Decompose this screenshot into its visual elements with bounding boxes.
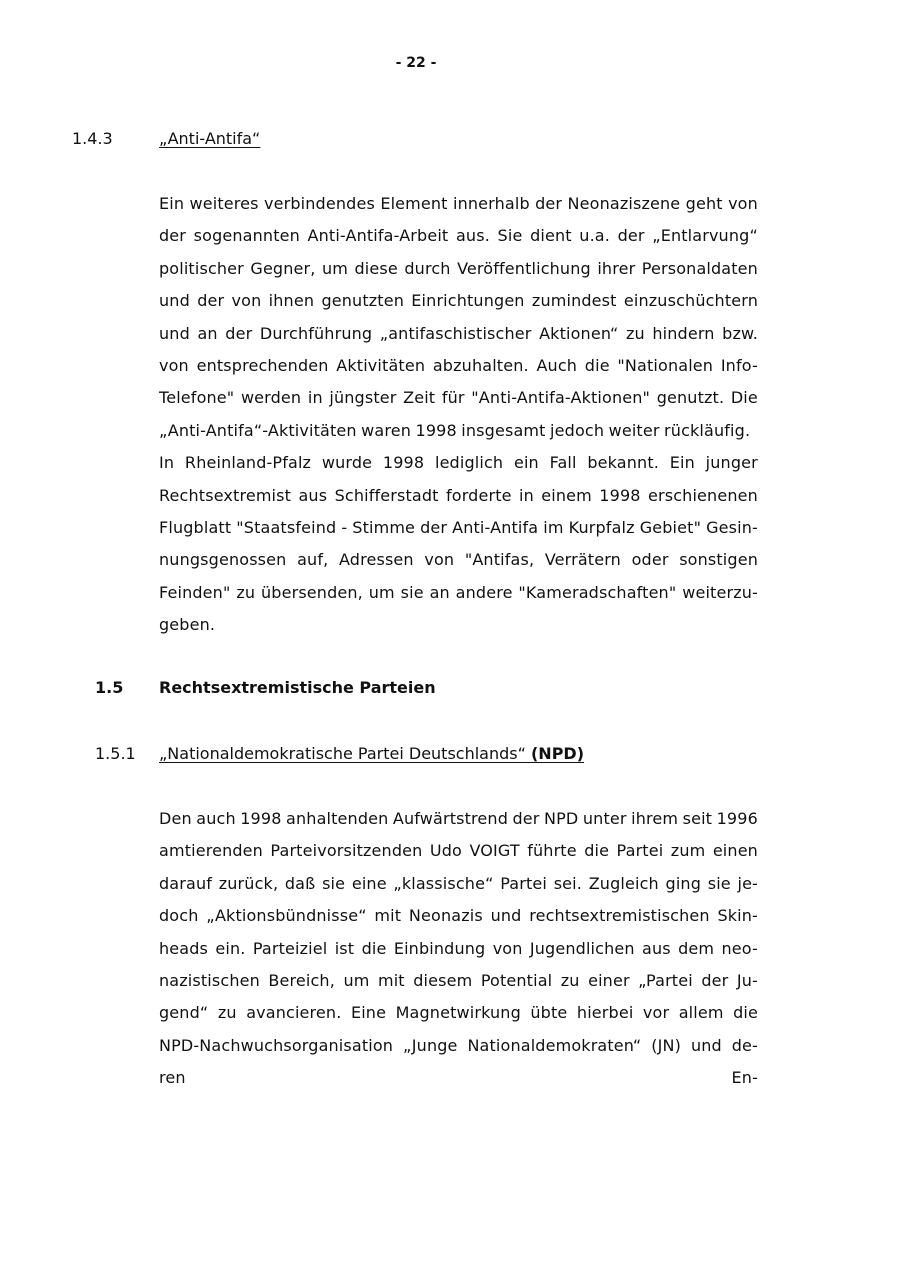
word: die bbox=[584, 841, 610, 861]
page-number: - 22 - bbox=[395, 55, 437, 71]
word: - bbox=[341, 517, 348, 537]
word: durch bbox=[404, 258, 451, 278]
word: forderte bbox=[446, 485, 512, 505]
word: erschienenen bbox=[648, 485, 758, 505]
section-title-abbreviation: (NPD) bbox=[530, 744, 585, 763]
word: zurück, bbox=[218, 873, 279, 893]
word: in bbox=[307, 388, 323, 408]
word: Auch bbox=[536, 355, 578, 375]
paragraph-line bbox=[159, 318, 758, 350]
section-title-text: „Nationaldemokratische Partei Deutschlands“ bbox=[159, 744, 531, 763]
word: auch bbox=[196, 809, 236, 828]
paragraph-line bbox=[159, 544, 758, 576]
word: dem bbox=[678, 938, 715, 958]
word: der bbox=[159, 226, 187, 246]
section-heading-1-5-1 bbox=[0, 744, 900, 764]
paragraph-line bbox=[159, 1030, 758, 1062]
word: „Junge bbox=[402, 1035, 458, 1055]
word: "Kameradschaften" bbox=[518, 582, 677, 602]
paragraph-line bbox=[159, 188, 758, 220]
word: abzuhalten. bbox=[432, 355, 529, 375]
word: verbindendes bbox=[264, 194, 375, 213]
word: jedoch bbox=[550, 420, 605, 440]
word: von bbox=[231, 291, 262, 311]
word: aus. bbox=[455, 226, 490, 246]
word: Einbindung bbox=[393, 938, 486, 958]
word: Nationaldemokraten“ bbox=[467, 1035, 642, 1055]
word: Anti-Antifa bbox=[452, 517, 539, 537]
word: zum bbox=[670, 841, 706, 861]
word: um bbox=[368, 582, 395, 602]
word: sonstigen bbox=[679, 550, 758, 570]
word: u.a. bbox=[579, 226, 610, 246]
word: 1996 bbox=[716, 809, 758, 828]
word: Rechtsextremist bbox=[159, 485, 292, 505]
word: auf, bbox=[297, 550, 329, 570]
section-heading-1-5 bbox=[0, 678, 900, 698]
word: 1998 bbox=[382, 453, 425, 473]
word: Telefone" bbox=[159, 388, 235, 408]
word: Die bbox=[730, 388, 758, 408]
word: neo- bbox=[721, 938, 758, 958]
word: nungsgenossen bbox=[159, 550, 287, 570]
word: Aktionen“ bbox=[539, 323, 619, 343]
word: der bbox=[225, 323, 253, 343]
word: ein bbox=[513, 453, 539, 473]
word: Bereich, bbox=[268, 970, 335, 990]
word: "Nationalen bbox=[617, 355, 714, 375]
word: einer bbox=[588, 970, 630, 990]
word: In bbox=[159, 453, 175, 473]
word: um bbox=[321, 258, 349, 278]
paragraph-line bbox=[159, 350, 758, 382]
word: die bbox=[584, 355, 610, 375]
word: Kurpfalz bbox=[568, 517, 635, 537]
word: unter bbox=[582, 809, 627, 828]
word: nazistischen bbox=[159, 970, 260, 990]
word: Gebiet" bbox=[639, 517, 702, 537]
word: VOIGT bbox=[469, 841, 520, 861]
word: Skin- bbox=[717, 906, 758, 926]
word: Adressen bbox=[338, 550, 414, 570]
word: Zugleich bbox=[588, 873, 659, 893]
word: „Entlarvung“ bbox=[652, 226, 758, 246]
section-title bbox=[159, 744, 584, 764]
word: Stimme bbox=[352, 517, 416, 537]
word: Parteivorsitzenden bbox=[270, 841, 423, 861]
paragraph-npd bbox=[159, 803, 758, 1095]
word: von bbox=[492, 938, 523, 958]
word: lediglich bbox=[434, 453, 504, 473]
word: von bbox=[424, 550, 455, 570]
word: NPD-Nachwuchsorganisation bbox=[159, 1035, 394, 1055]
paragraph-line bbox=[159, 803, 758, 835]
word: anhaltenden bbox=[286, 809, 389, 828]
word: der bbox=[512, 809, 540, 828]
word: von bbox=[159, 355, 189, 375]
paragraph-line bbox=[159, 997, 758, 1029]
word: 1998 bbox=[599, 485, 641, 505]
word: werden bbox=[240, 388, 302, 408]
word: 1998 bbox=[415, 420, 457, 440]
word: innerhalb bbox=[452, 194, 530, 213]
word: Aufwärtstrend bbox=[392, 809, 509, 828]
paragraph-line bbox=[159, 512, 758, 544]
word: wurde bbox=[321, 453, 373, 473]
word: die bbox=[361, 938, 387, 958]
word: ihrem bbox=[631, 809, 679, 828]
word: Personaldaten bbox=[641, 258, 758, 278]
word: Jugendlichen bbox=[529, 938, 635, 958]
word: Flugblatt bbox=[159, 517, 232, 537]
word: sogenannten bbox=[193, 226, 300, 246]
word: mit bbox=[374, 906, 402, 926]
word: der bbox=[617, 226, 645, 246]
word: Ju- bbox=[736, 970, 758, 990]
word: an bbox=[197, 323, 218, 343]
paragraph-line bbox=[159, 447, 758, 479]
word: sie bbox=[400, 582, 424, 602]
word: (JN) bbox=[651, 1035, 682, 1055]
word: ist bbox=[334, 938, 355, 958]
paragraph-line bbox=[159, 965, 758, 997]
word: Aktivitäten bbox=[336, 355, 426, 375]
word: zu bbox=[236, 582, 256, 602]
word: zu bbox=[625, 323, 645, 343]
word: Neonaziszene bbox=[567, 194, 681, 213]
paragraph-line bbox=[159, 933, 758, 965]
word: Gegner, bbox=[250, 258, 316, 278]
word: Einrichtungen bbox=[411, 291, 525, 311]
word: amtierenden bbox=[159, 841, 263, 861]
word: Verrätern bbox=[544, 550, 621, 570]
word: diese bbox=[354, 258, 398, 278]
word: aus bbox=[642, 938, 671, 958]
word: Durchführung bbox=[259, 323, 373, 343]
word: die bbox=[733, 1003, 758, 1023]
word: einem bbox=[541, 485, 592, 505]
word: "Staatsfeind bbox=[236, 517, 337, 537]
word: im bbox=[543, 517, 564, 537]
word: Rheinland-Pfalz bbox=[184, 453, 312, 473]
word: darauf bbox=[159, 873, 213, 893]
word: daß bbox=[284, 873, 316, 893]
word: avancieren. bbox=[246, 1003, 342, 1023]
word: Partei bbox=[500, 873, 547, 893]
word: der bbox=[420, 517, 448, 537]
word: der bbox=[535, 194, 563, 213]
word: „Partei bbox=[638, 970, 693, 990]
word: übte bbox=[530, 1003, 568, 1023]
word: für bbox=[441, 388, 465, 408]
word: Element bbox=[380, 194, 448, 213]
word: „Anti-Antifa“-Aktivitäten bbox=[159, 420, 357, 440]
word: Parteiziel bbox=[252, 938, 328, 958]
paragraph-line bbox=[159, 220, 758, 252]
word: doch bbox=[159, 906, 199, 926]
word: genutzten bbox=[321, 291, 404, 311]
word: andere bbox=[455, 582, 513, 602]
word: waren bbox=[361, 420, 412, 440]
paragraph-line bbox=[159, 900, 758, 932]
word: insgesamt bbox=[461, 420, 546, 440]
word: Magnetwirkung bbox=[395, 1003, 521, 1023]
word: vor bbox=[642, 1003, 670, 1023]
word: Info- bbox=[720, 355, 758, 375]
word: Fall bbox=[549, 453, 577, 473]
word: je- bbox=[737, 873, 758, 893]
paragraph-line bbox=[159, 415, 758, 447]
word: hindern bbox=[652, 323, 715, 343]
word: einzuschüchtern bbox=[623, 291, 758, 311]
word: politischer bbox=[159, 258, 244, 278]
word: dient bbox=[530, 226, 572, 246]
word: und bbox=[159, 291, 190, 311]
word: oder bbox=[631, 550, 669, 570]
word: geht bbox=[685, 194, 723, 213]
word: um bbox=[343, 970, 370, 990]
word: von bbox=[728, 194, 758, 213]
paragraph-line bbox=[159, 253, 758, 285]
word: weiter bbox=[608, 420, 660, 440]
word: junger bbox=[705, 453, 758, 473]
word: hierbei bbox=[576, 1003, 634, 1023]
word: übersenden, bbox=[261, 582, 363, 602]
word: „Aktionsbündnisse“ bbox=[206, 906, 367, 926]
word: der bbox=[701, 970, 729, 990]
word: de- bbox=[731, 1035, 758, 1055]
section-number: 1.4.3 bbox=[72, 129, 113, 148]
word: ein. bbox=[215, 938, 246, 958]
word: und bbox=[490, 906, 522, 926]
paragraph-line bbox=[159, 382, 758, 414]
word: zu bbox=[217, 1003, 237, 1023]
paragraph-line bbox=[159, 609, 758, 641]
word: jüngster bbox=[329, 388, 397, 408]
word: der bbox=[197, 291, 225, 311]
word: einen bbox=[712, 841, 758, 861]
section-title: „Anti-Antifa“ bbox=[159, 129, 261, 148]
section-heading-1-4-3 bbox=[0, 129, 900, 149]
section-number: 1.5.1 bbox=[95, 744, 136, 763]
word: allem bbox=[678, 1003, 724, 1023]
word: in bbox=[519, 485, 534, 505]
word: Sie bbox=[497, 226, 523, 246]
word: mit bbox=[377, 970, 405, 990]
paragraph-line bbox=[159, 835, 758, 867]
word: zumindest bbox=[531, 291, 617, 311]
word: "Anti-Antifa-Aktionen" bbox=[471, 388, 651, 408]
word: Eine bbox=[350, 1003, 387, 1023]
paragraph-anti-antifa bbox=[159, 188, 758, 641]
word: diesem bbox=[413, 970, 473, 990]
word: Ein bbox=[669, 453, 695, 473]
word: Zeit bbox=[403, 388, 436, 408]
paragraph-line bbox=[159, 285, 758, 317]
section-title: Rechtsextremistische Parteien bbox=[159, 678, 436, 697]
word: bzw. bbox=[722, 323, 758, 343]
word: "Antifas, bbox=[464, 550, 535, 570]
word: und bbox=[690, 1035, 722, 1055]
word: seit bbox=[682, 809, 713, 828]
word: Gesin- bbox=[706, 517, 758, 537]
word: Veröffentlichung bbox=[457, 258, 591, 278]
word: an bbox=[429, 582, 450, 602]
word: genutzt. bbox=[656, 388, 725, 408]
word: ihnen bbox=[268, 291, 315, 311]
word: heads bbox=[159, 938, 209, 958]
word: führte bbox=[527, 841, 577, 861]
word: Ein bbox=[159, 194, 185, 213]
word: NPD bbox=[544, 809, 579, 828]
word: rechtsextremistischen bbox=[529, 906, 710, 926]
word: weiteres bbox=[189, 194, 259, 213]
paragraph-line bbox=[159, 577, 758, 609]
word: rückläufig. bbox=[664, 420, 751, 440]
paragraph-line bbox=[159, 1062, 758, 1094]
word: entsprechenden bbox=[196, 355, 329, 375]
word: Den bbox=[159, 809, 192, 828]
word: sei. bbox=[553, 873, 582, 893]
word: Partei bbox=[616, 841, 664, 861]
word: gend“ bbox=[159, 1003, 209, 1023]
word: zu bbox=[560, 970, 580, 990]
word: Neonazis bbox=[408, 906, 483, 926]
word: bekannt. bbox=[587, 453, 660, 473]
word: geben. bbox=[159, 615, 216, 635]
word: Schifferstadt bbox=[334, 485, 439, 505]
word: weiterzu- bbox=[682, 582, 758, 602]
word: ging bbox=[665, 873, 702, 893]
word: Potential bbox=[480, 970, 553, 990]
word: 1998 bbox=[240, 809, 282, 828]
word: sie bbox=[322, 873, 346, 893]
word: En- bbox=[731, 1068, 758, 1088]
word: und bbox=[159, 323, 190, 343]
word: ihrer bbox=[597, 258, 636, 278]
word: sie bbox=[707, 873, 731, 893]
word: Feinden" bbox=[159, 582, 231, 602]
word: „klassische“ bbox=[393, 873, 494, 893]
word: eine bbox=[351, 873, 387, 893]
word: Anti-Antifa-Arbeit bbox=[307, 226, 449, 246]
paragraph-line bbox=[159, 480, 758, 512]
word: ren bbox=[159, 1068, 186, 1088]
word: aus bbox=[298, 485, 328, 505]
word: Udo bbox=[429, 841, 462, 861]
word: „antifaschistischer bbox=[379, 323, 532, 343]
paragraph-line bbox=[159, 868, 758, 900]
section-number: 1.5 bbox=[95, 678, 124, 697]
